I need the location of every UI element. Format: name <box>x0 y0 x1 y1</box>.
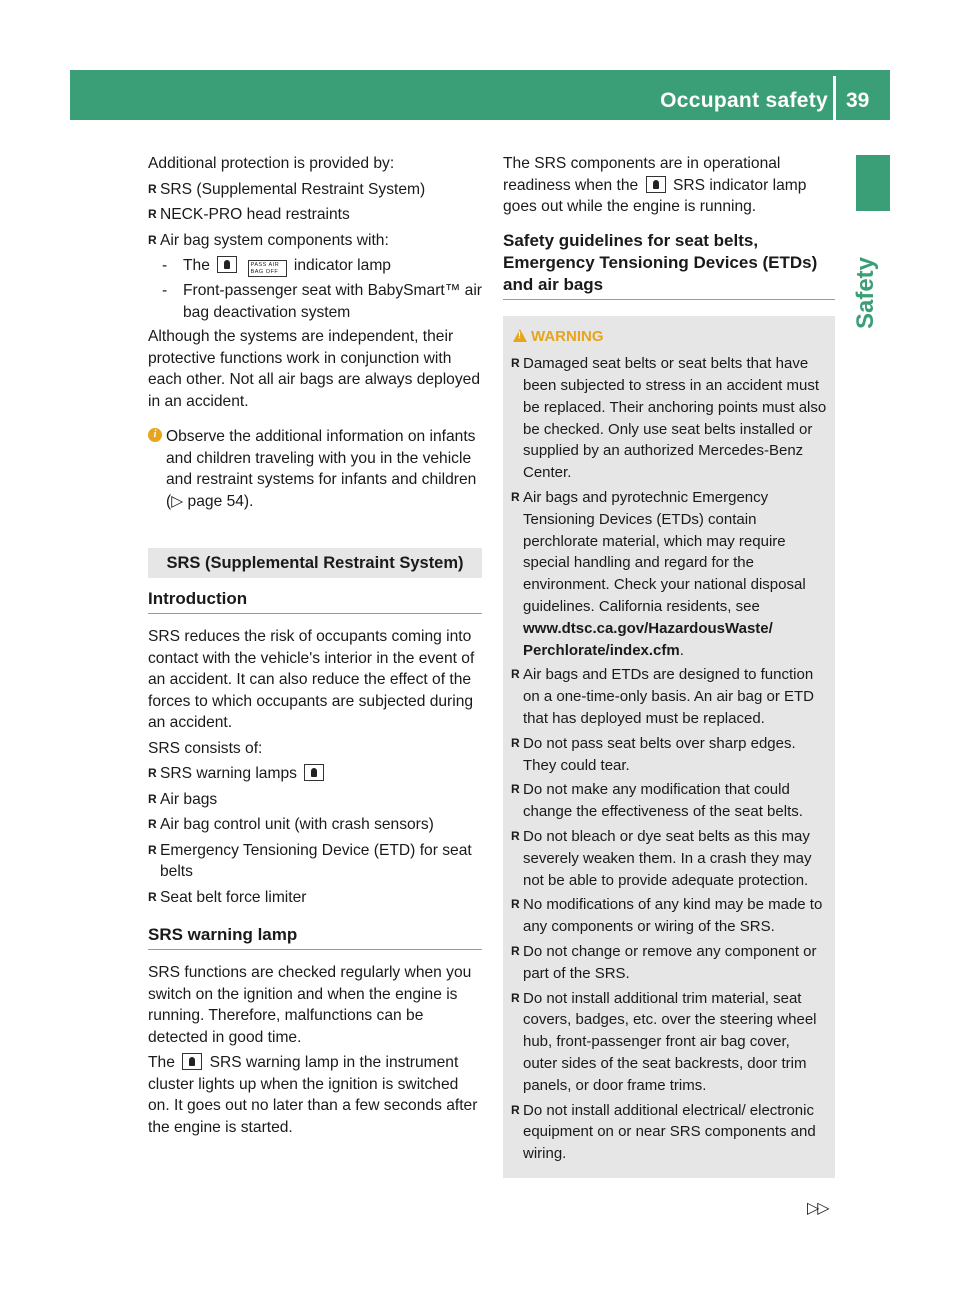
list-item: R Air bags <box>148 789 482 811</box>
warning-item: R Do not change or remove any component or part of the SRS. <box>511 941 827 985</box>
sub-list-item: - Front-passenger seat with BabySmart™ air bag deactivation system <box>162 282 482 321</box>
header-divider <box>833 76 836 120</box>
page-number: 39 <box>846 89 870 112</box>
list-item: R Seat belt force limiter <box>148 887 482 909</box>
section-heading: Introduction <box>148 588 482 614</box>
warning-item: R Do not make any modification that could change the effectiveness of the seat belts. <box>511 779 827 823</box>
warning-title: ! WARNING <box>511 326 827 348</box>
paragraph: SRS reduces the risk of occupants coming into contact with the vehicle's interior in the event of an accident. It can also reduce the effect of the forces to which occupants are subjected during an accident. <box>148 628 475 731</box>
list-item: R Air bag control unit (with crash sensors) <box>148 814 482 836</box>
list-item: R SRS warning lamps <box>148 763 482 785</box>
side-tab <box>856 155 890 211</box>
warning-icon <box>513 329 527 342</box>
srs-warning-lamp-icon <box>304 764 324 781</box>
intro-text: Additional protection is provided by: <box>148 155 395 172</box>
srs-warning-lamp-icon <box>182 1053 202 1070</box>
list-item: R Emergency Tensioning Device (ETD) for seat belts <box>148 840 482 883</box>
section-heading: Safety guidelines for seat belts, Emergency Tensioning Devices (ETDs) and air bags <box>503 230 835 300</box>
list-item: R SRS (Supplemental Restraint System) <box>148 179 482 201</box>
left-column <box>148 153 482 1142</box>
paragraph: SRS consists of: <box>148 739 263 757</box>
list-item: R Air bag system components with: <box>148 230 482 252</box>
disposal-link[interactable]: www.dtsc.ca.gov/HazardousWaste/ Perchlorate/index.cfm <box>523 619 773 659</box>
section-heading: SRS warning lamp <box>148 924 482 950</box>
paragraph: The SRS components are in operational readiness when the SRS indicator lamp goes out while the engine is running. <box>503 155 807 215</box>
pass-airbag-off-icon: PASS AIR BAG OFF <box>248 260 287 277</box>
warning-item: R No modifications of any kind may be made to any components or wiring of the SRS. <box>511 894 827 938</box>
warning-item: R Do not bleach or dye seat belts as this may severely weaken them. In a crash they may not be able to provide adequate protection. <box>511 826 827 891</box>
list-item: R NECK-PRO head restraints <box>148 204 482 226</box>
warning-item: R Do not install additional electrical/ electronic equipment on or near SRS components and wiring. <box>511 1100 827 1165</box>
warning-item: R Air bags and ETDs are designed to function on a one-time-only basis. An air bag or ETD that has deployed must be replaced. <box>511 664 827 729</box>
side-section-label: Safety <box>852 256 879 330</box>
right-column <box>503 153 835 1178</box>
info-note: i Observe the additional information on infants and children traveling with you in the vehicle and restraint systems for infants and children (▷ page 54). <box>148 426 482 512</box>
sub-list-item: - The PASS AIR BAG OFF indicator lamp <box>162 257 391 275</box>
warning-box <box>503 316 835 1178</box>
page-ref-arrow-icon: ▷ <box>171 492 184 510</box>
airbag-off-icon <box>217 256 237 273</box>
paragraph: Although the systems are independent, their protective functions work in conjunction with each other. Not all air bags are always deployed in an accident. <box>148 328 480 410</box>
section-heading-gray: SRS (Supplemental Restraint System) <box>148 548 482 578</box>
warning-item: R Do not install additional trim material, seat covers, badges, etc. over the steering wheel hub, front-passenger front air bag cover, outer sides of the seat backrests, door trim panels, or door frame trims. <box>511 988 827 1097</box>
continue-arrow-icon: ▷▷ <box>807 1200 828 1217</box>
paragraph: The SRS warning lamp in the instrument cluster lights up when the ignition is switched on. It goes out no later than a few seconds after the engine is started. <box>148 1054 478 1136</box>
page-section-title: Occupant safety <box>660 89 828 112</box>
info-icon: i <box>148 428 162 442</box>
srs-indicator-lamp-icon <box>646 176 666 193</box>
warning-item: R Air bags and pyrotechnic Emergency Tensioning Devices (ETDs) contain perchlorate material, which may require special handling and regard for the environment. Check your national disposal guidelines. California residents, see www.dtsc.ca.gov/HazardousWaste/ Perchlorate/index.cfm. <box>511 487 827 661</box>
page-reference[interactable]: page 54). <box>187 492 254 510</box>
warning-item: R Do not pass seat belts over sharp edges. They could tear. <box>511 733 827 777</box>
paragraph: SRS functions are checked regularly when you switch on the ignition and when the engine is running. Therefore, malfunctions can be detected in good time. <box>148 964 472 1046</box>
warning-item: R Damaged seat belts or seat belts that have been subjected to stress in an accident must be replaced. Their anchoring points must also be checked. Only use seat belts installed or supplied by an authorized Mercedes-Benz Center. <box>511 353 827 484</box>
